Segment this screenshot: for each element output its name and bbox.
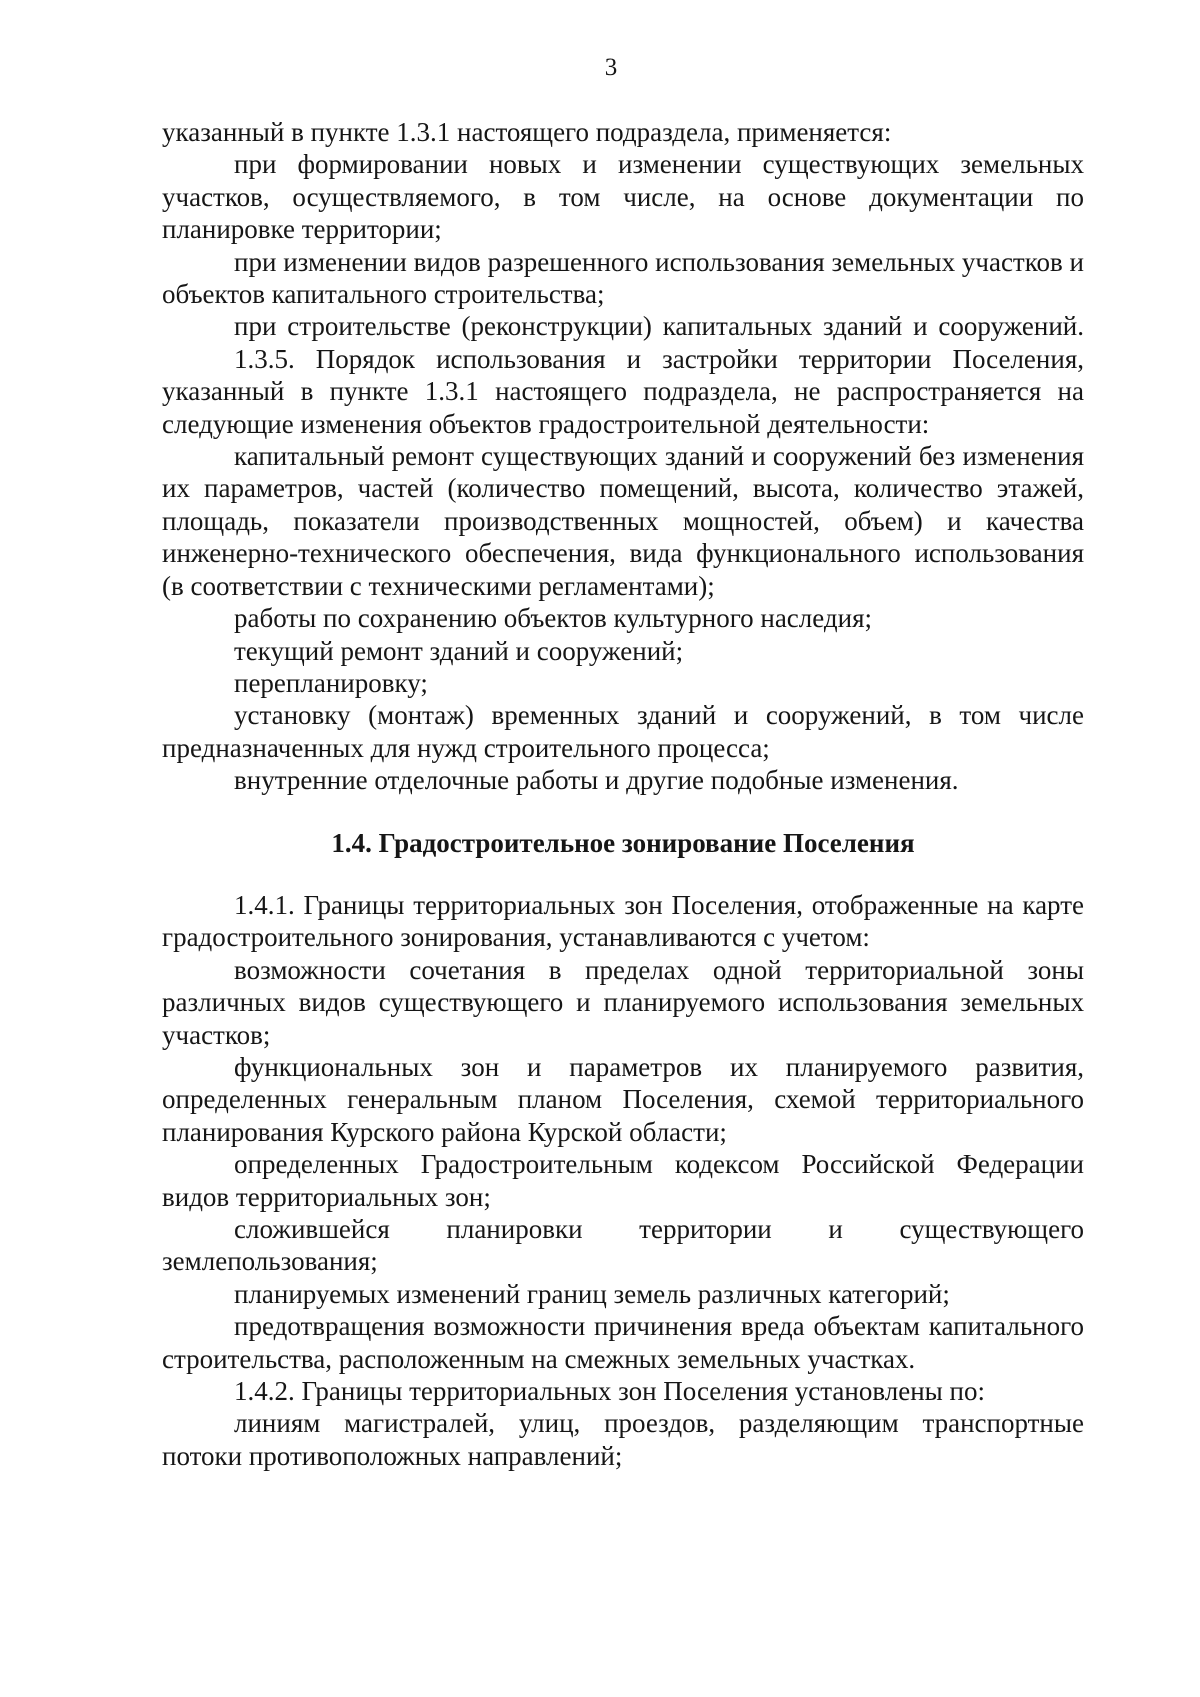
paragraph: при изменении видов разрешенного использования земельных участков и объектов капитального строительства; [162,246,1084,310]
paragraph: функциональных зон и параметров их планируемого развития, определенных генеральным планом Поселения, схемой территориального планирования Курского района Курской области; [162,1051,1084,1147]
paragraph: капитальный ремонт существующих зданий и сооружений без изменения их параметров, частей (количество помещений, высота, количество этажей, площадь, показатели производственных мощностей, объем) и качества инженерно-технического обеспечения, вида функционального использования (в соответствии с техническими регламентами); [162,441,1084,601]
paragraph: планируемых изменений границ земель различных категорий; [234,1278,950,1309]
paragraph: линиям магистралей, улиц, проездов, разделяющим транспортные потоки противоположных направлений; [162,1408,1084,1471]
paragraph: установку (монтаж) временных зданий и сооружений, в том числе предназначенных для нужд строительного процесса; [162,700,1084,763]
paragraph: 1.4.2. Границы территориальных зон Поселения установлены по: [234,1376,985,1407]
paragraph: перепланировку; [234,667,428,698]
paragraph: сложившейся планировки территории и существующего землепользования; [162,1214,1084,1277]
section-heading: 1.4. Градостроительное зонирование Поселения [331,827,915,858]
paragraph: указанный в пункте 1.3.1 настоящего подраздела, применяется: [162,117,892,147]
paragraph: при строительстве (реконструкции) капитальных зданий и сооружений. [234,311,1084,342]
page-number: 3 [604,54,618,81]
paragraph: 1.4.1. Границы территориальных зон Поселения, отображенные на карте градостроительного зонирования, устанавливаются с учетом: [162,889,1084,953]
paragraph: 1.3.5. Порядок использования и застройки территории Поселения, указанный в пункте 1.3.1 настоящего подраздела, не распространяется на следующие изменения объектов градостроительной деятельности: [162,343,1084,439]
paragraph: определенных Градостроительным кодексом Российской Федерации видов территориальных зон; [162,1149,1084,1212]
paragraph: возможности сочетания в пределах одной территориальной зоны различных видов существующего и планируемого использования земельных участков; [162,954,1084,1050]
paragraph: работы по сохранению объектов культурного наследия; [234,603,872,634]
paragraph: предотвращения возможности причинения вреда объектам капитального строительства, расположенным на смежных земельных участках. [162,1311,1084,1374]
paragraph: при формировании новых и изменении существующих земельных участков, осуществляемого, в том числе, на основе документации по планировке территории; [162,149,1084,245]
document-body [162,116,1084,1472]
paragraph: текущий ремонт зданий и сооружений; [234,635,684,666]
paragraph: внутренние отделочные работы и другие подобные изменения. [234,765,959,796]
